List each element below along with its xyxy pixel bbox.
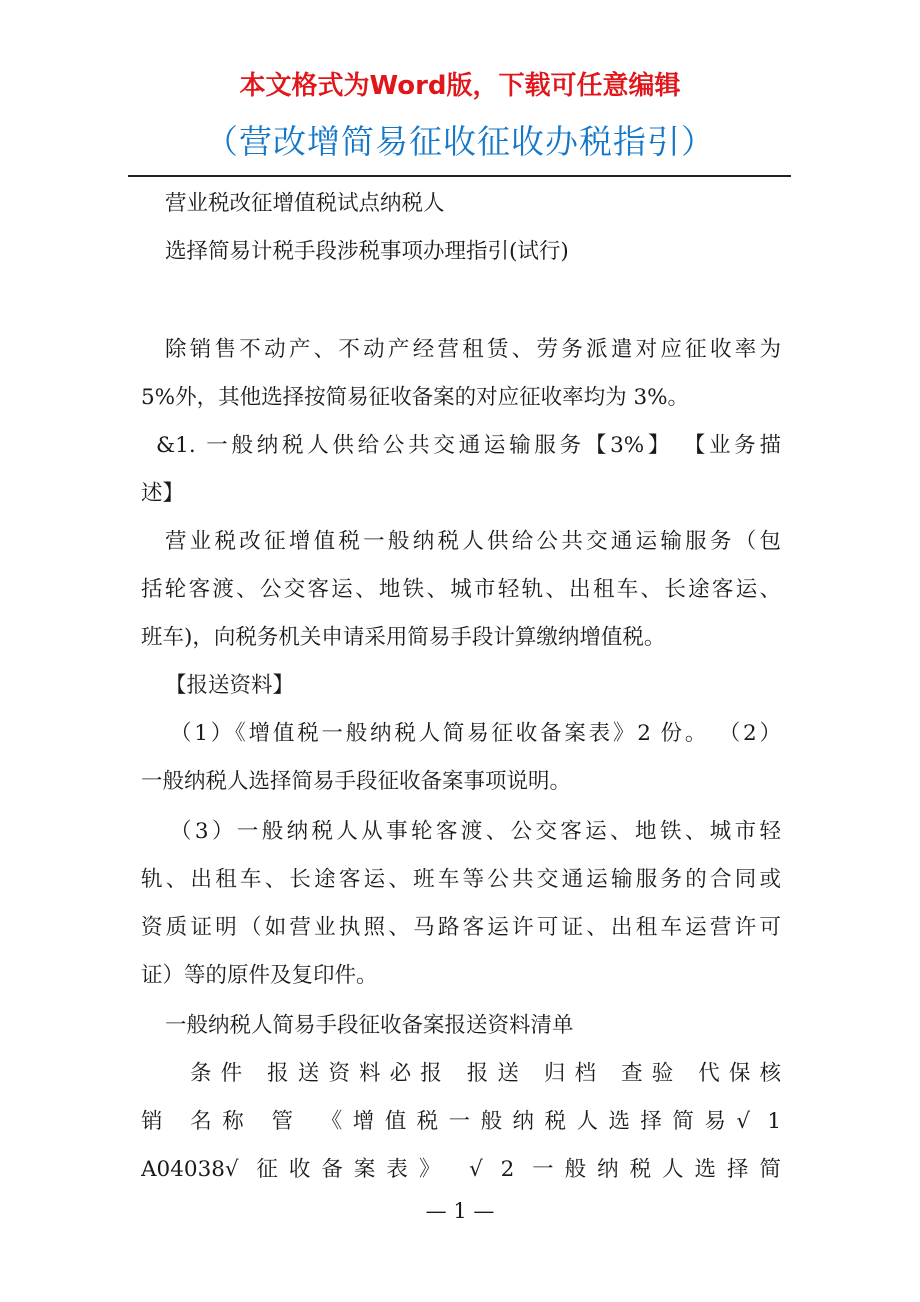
document-subtitle: （营改增简易征收征收办税指引） [205,122,715,161]
section1-heading-line: &1. 一般纳税人供给公共交通运输服务【3%】 【业务描 [156,433,781,458]
materials-heading: 【报送资料】 [165,673,295,698]
intro-line: 除销售不动产、不动产经营租赁、劳务派遣对应征收率为 [165,337,781,362]
section1-desc-line: 括轮客渡、公交客运、地铁、城市轻轨、出租车、长途客运、 [141,577,781,602]
material-item-line: （1）《增值税一般纳税人简易征收备案表》2 份。 （2） [170,721,781,746]
page-number: — 1 — [425,1199,495,1223]
section1-heading-line: 述】 [141,481,185,506]
title-line-1: 营业税改征增值税试点纳税人 [165,191,445,216]
table-text-line: A04038√ 征收备案表》 √ 2 一般纳税人选择简 [141,1157,781,1182]
list-title: 一般纳税人简易手段征收备案报送资料清单 [165,1013,574,1038]
section1-desc-line: 营业税改征增值税一般纳税人供给公共交通运输服务（包 [165,529,781,554]
table-text-line: 销 名称 管 《增值税一般纳税人选择简易√ 1 [141,1109,781,1134]
material-item-line: 轨、出租车、长途客运、班车等公共交通运输服务的合同或 [141,867,781,892]
material-item-line: （3）一般纳税人从事轮客渡、公交客运、地铁、城市轻 [170,819,781,844]
header-divider [128,175,791,177]
material-item-line: 一般纳税人选择简易手段征收备案事项说明。 [141,769,572,794]
title-line-2: 选择简易计税手段涉税事项办理指引(试行) [165,239,569,264]
material-item-line: 证）等的原件及复印件。 [141,963,378,988]
section1-desc-line: 班车)，向税务机关申请采用简易手段计算缴纳增值税。 [141,625,666,650]
table-text-line: 条件 报送资料必报 报送 归档 查验 代保核 [190,1061,781,1086]
intro-line: 5%外，其他选择按简易征收备案的对应征收率均为 3%。 [141,385,690,410]
material-item-line: 资质证明（如营业执照、马路客运许可证、出租车运营许可 [141,915,781,940]
format-notice-banner: 本文格式为Word版，下载可任意编辑 [239,71,681,101]
